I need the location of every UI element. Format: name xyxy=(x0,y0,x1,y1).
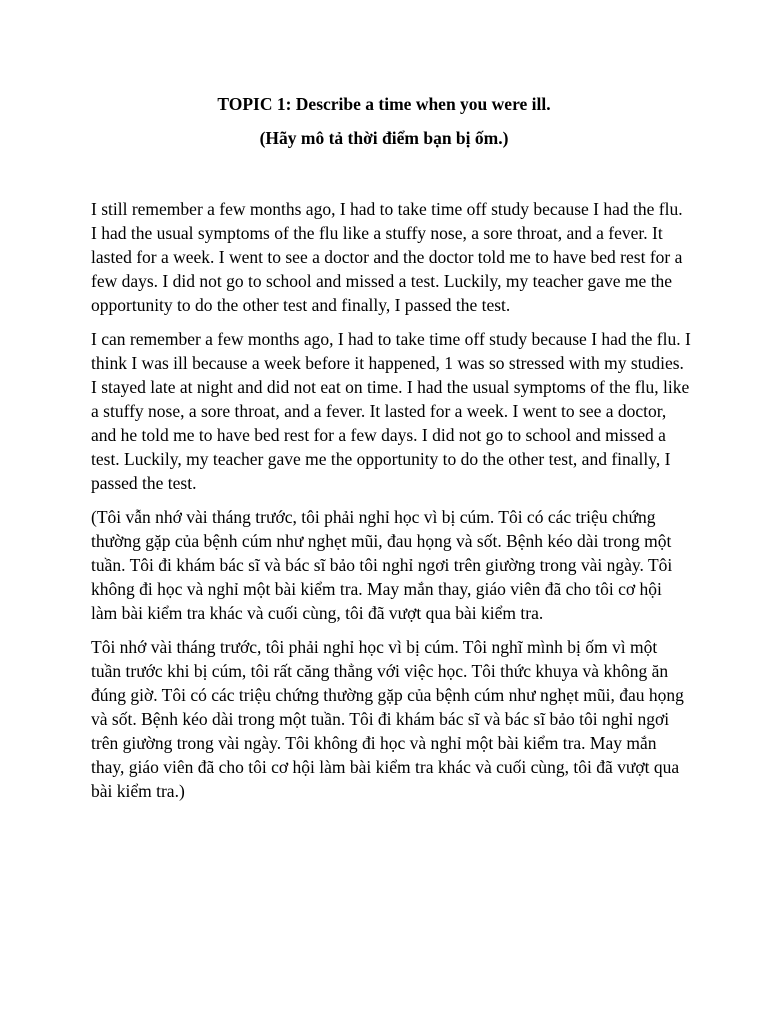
paragraph-english-1: I still remember a few months ago, I had to take time off study because I had the flu. I had the usual symptoms of the flu like a stuffy nose, a sore throat, and a fever. It lasted for a week. I went to see a doctor and the doctor told me to have bed rest for a few days. I did not go to school and missed a test. Luckily, my teacher gave me the opportunity to do the other test and finally, I passed the test. xyxy=(91,199,683,315)
document-subtitle: (Hãy mô tả thời điểm bạn bị ốm.) xyxy=(259,128,509,148)
paragraph-vietnamese-1: (Tôi vẫn nhớ vài tháng trước, tôi phải nghỉ học vì bị cúm. Tôi có các triệu chứng thường gặp của bệnh cúm như nghẹt mũi, đau họng và sốt. Bệnh kéo dài trong một tuần. Tôi đi khám bác sĩ và bác sĩ bảo tôi nghỉ ngơi trên giường trong vài ngày. Tôi không đi học và nghỉ một bài kiểm tra. May mắn thay, giáo viên đã cho tôi cơ hội làm bài kiểm tra khác và cuối cùng, tôi đã vượt qua bài kiểm tra. xyxy=(91,507,673,623)
document-body xyxy=(91,197,691,813)
document-title: TOPIC 1: Describe a time when you were ill. xyxy=(217,94,551,114)
paragraph-english-2: I can remember a few months ago, I had to take time off study because I had the flu. I think I was ill because a week before it happened, 1 was so stressed with my studies. I stayed late at night and did not eat on time. I had the usual symptoms of the flu, like a stuffy nose, a sore throat, and a fever. It lasted for a week. I went to see a doctor, and he told me to have bed rest for a few days. I did not go to school and missed a test. Luckily, my teacher gave me the opportunity to do the other test, and finally, I passed the test. xyxy=(91,329,691,493)
paragraph-vietnamese-2: Tôi nhớ vài tháng trước, tôi phải nghỉ học vì bị cúm. Tôi nghĩ mình bị ốm vì một tuần trước khi bị cúm, tôi rất căng thẳng với việc học. Tôi thức khuya và không ăn đúng giờ. Tôi có các triệu chứng thường gặp của bệnh cúm như nghẹt mũi, đau họng và sốt. Bệnh kéo dài trong một tuần. Tôi đi khám bác sĩ và bác sĩ bảo tôi nghỉ ngơi trên giường trong vài ngày. Tôi không đi học và nghỉ một bài kiểm tra. May mắn thay, giáo viên đã cho tôi cơ hội làm bài kiểm tra khác và cuối cùng, tôi đã vượt qua bài kiểm tra.) xyxy=(91,637,684,801)
